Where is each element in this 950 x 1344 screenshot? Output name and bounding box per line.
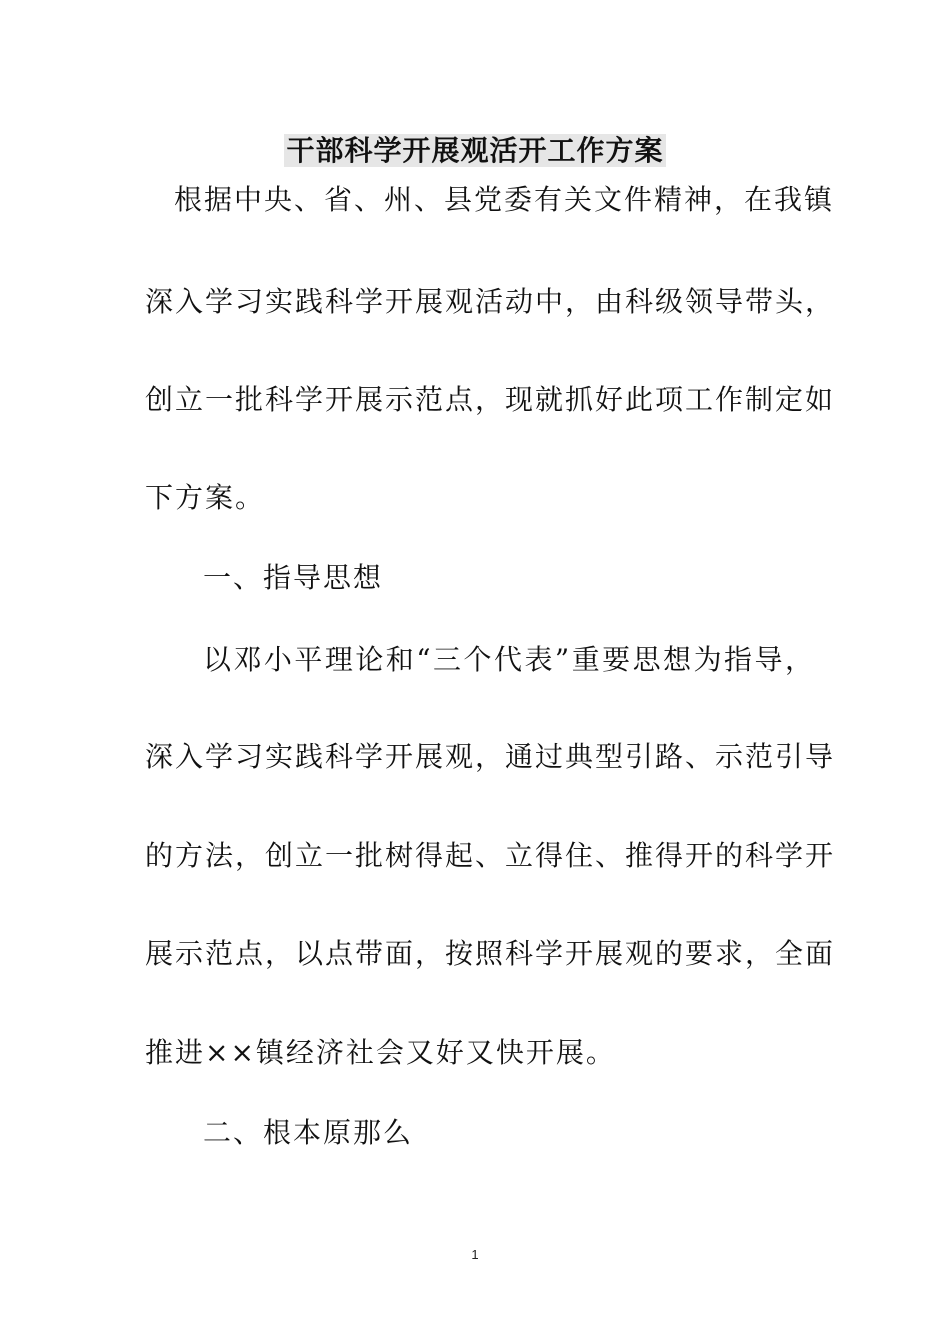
- document-title: [0, 131, 950, 171]
- body-line-8: 的方法，创立一批树得起、立得住、推得开的科学开: [145, 839, 836, 872]
- body-line-4: 下方案。: [145, 481, 266, 514]
- page-number: 1: [471, 1247, 479, 1262]
- body-line-9: 展示范点，以点带面，按照科学开展观的要求，全面: [145, 937, 836, 970]
- section-heading-1: 一、指导思想: [203, 561, 384, 594]
- body-line-6: 以邓小平理论和“三个代表”重要思想为指导，: [203, 643, 815, 676]
- body-line-1: 根据中央、省、州、县党委有关文件精神，在我镇: [174, 183, 835, 216]
- body-line-10: 推进××镇经济社会又好又快开展。: [145, 1036, 616, 1069]
- body-line-2: 深入学习实践科学开展观活动中，由科级领导带头，: [145, 285, 836, 318]
- document-title-text: 干部科学开展观活开工作方案: [286, 134, 664, 167]
- body-line-7: 深入学习实践科学开展观，通过典型引路、示范引导: [145, 740, 836, 773]
- section-heading-2: 二、根本原那么: [203, 1116, 414, 1149]
- body-line-3: 创立一批科学开展示范点，现就抓好此项工作制定如: [145, 383, 836, 416]
